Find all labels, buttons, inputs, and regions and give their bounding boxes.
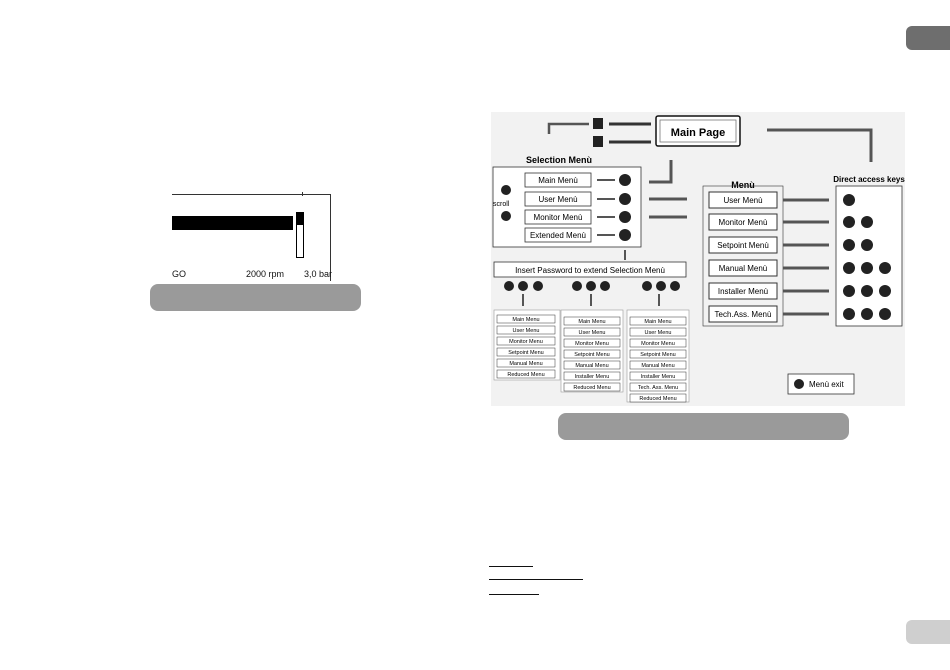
list-c-item-5: Installer Menu — [640, 374, 676, 380]
display-status-mid: 2000 rpm — [245, 269, 284, 279]
display-frame — [172, 194, 331, 281]
direct-keys-title: Direct access keys — [833, 175, 905, 184]
menu-item-4: Installer Menù — [717, 287, 769, 296]
list-a-item-0: Main Menu — [512, 317, 540, 323]
menu-item-0: User Menù — [723, 196, 763, 205]
menu-structure-diagram — [491, 112, 905, 406]
underline-1 — [489, 566, 533, 567]
list-a-item-5: Reduced Menu — [507, 372, 545, 378]
selection-item-1: User Menù — [538, 195, 578, 204]
selection-item-3: Extended Menù — [529, 231, 587, 240]
list-a-item-1: User Menu — [512, 328, 540, 334]
list-b-item-1: User Menu — [578, 330, 606, 336]
list-a-item-2: Monitor Menu — [509, 339, 543, 345]
list-b-item-5: Installer Menu — [574, 374, 610, 380]
main-page-label: Main Page — [670, 127, 726, 139]
list-b-item-4: Manual Menu — [575, 363, 609, 369]
page-tab-bottom — [906, 620, 950, 644]
display-highlight-bar — [172, 216, 293, 230]
display-scrollbar-thumb — [297, 213, 303, 225]
scroll-label: scroll — [493, 201, 510, 208]
password-banner: Insert Password to extend Selection Menù — [515, 266, 665, 275]
right-caption-bar — [558, 413, 849, 440]
page-tab-top — [906, 26, 950, 50]
menu-item-2: Setpoint Menù — [717, 241, 769, 250]
display-status-right: 3,0 bar — [303, 269, 332, 279]
list-c-item-6: Tech. Ass. Menu — [637, 385, 679, 391]
menu-item-3: Manual Menù — [718, 264, 768, 273]
list-c-item-4: Manual Menu — [641, 363, 675, 369]
direct-keys-panel — [836, 186, 902, 326]
selection-item-2: Monitor Menù — [533, 213, 583, 222]
list-a-item-3: Setpoint Menu — [508, 350, 544, 356]
selection-item-0: Main Menù — [538, 176, 578, 185]
underline-3 — [489, 594, 539, 595]
list-b-item-2: Monitor Menu — [575, 341, 609, 347]
icon-key-2 — [593, 136, 603, 147]
underline-2 — [489, 579, 583, 580]
menu-exit-label: Menù exit — [809, 380, 844, 389]
list-b-item-3: Setpoint Menu — [574, 352, 610, 358]
display-status-line — [172, 269, 332, 279]
list-c-item-2: Monitor Menu — [641, 341, 675, 347]
icon-key-1 — [593, 118, 603, 129]
selection-menu-title: Selection Menù — [525, 155, 593, 165]
left-caption-bar — [150, 284, 361, 311]
list-b-item-6: Reduced Menu — [573, 385, 611, 391]
list-c-item-3: Setpoint Menu — [640, 352, 676, 358]
menu-item-5: Tech.Ass. Menù — [714, 310, 772, 319]
list-c-item-7: Reduced Menu — [639, 396, 677, 402]
list-c-item-0: Main Menu — [644, 319, 672, 325]
menu-item-1: Monitor Menù — [718, 218, 768, 227]
display-status-left: GO — [172, 269, 187, 279]
menu-title: Menù — [731, 180, 755, 190]
list-c-item-1: User Menu — [644, 330, 672, 336]
list-a-item-4: Manual Menu — [509, 361, 543, 367]
list-b-item-0: Main Menu — [578, 319, 606, 325]
